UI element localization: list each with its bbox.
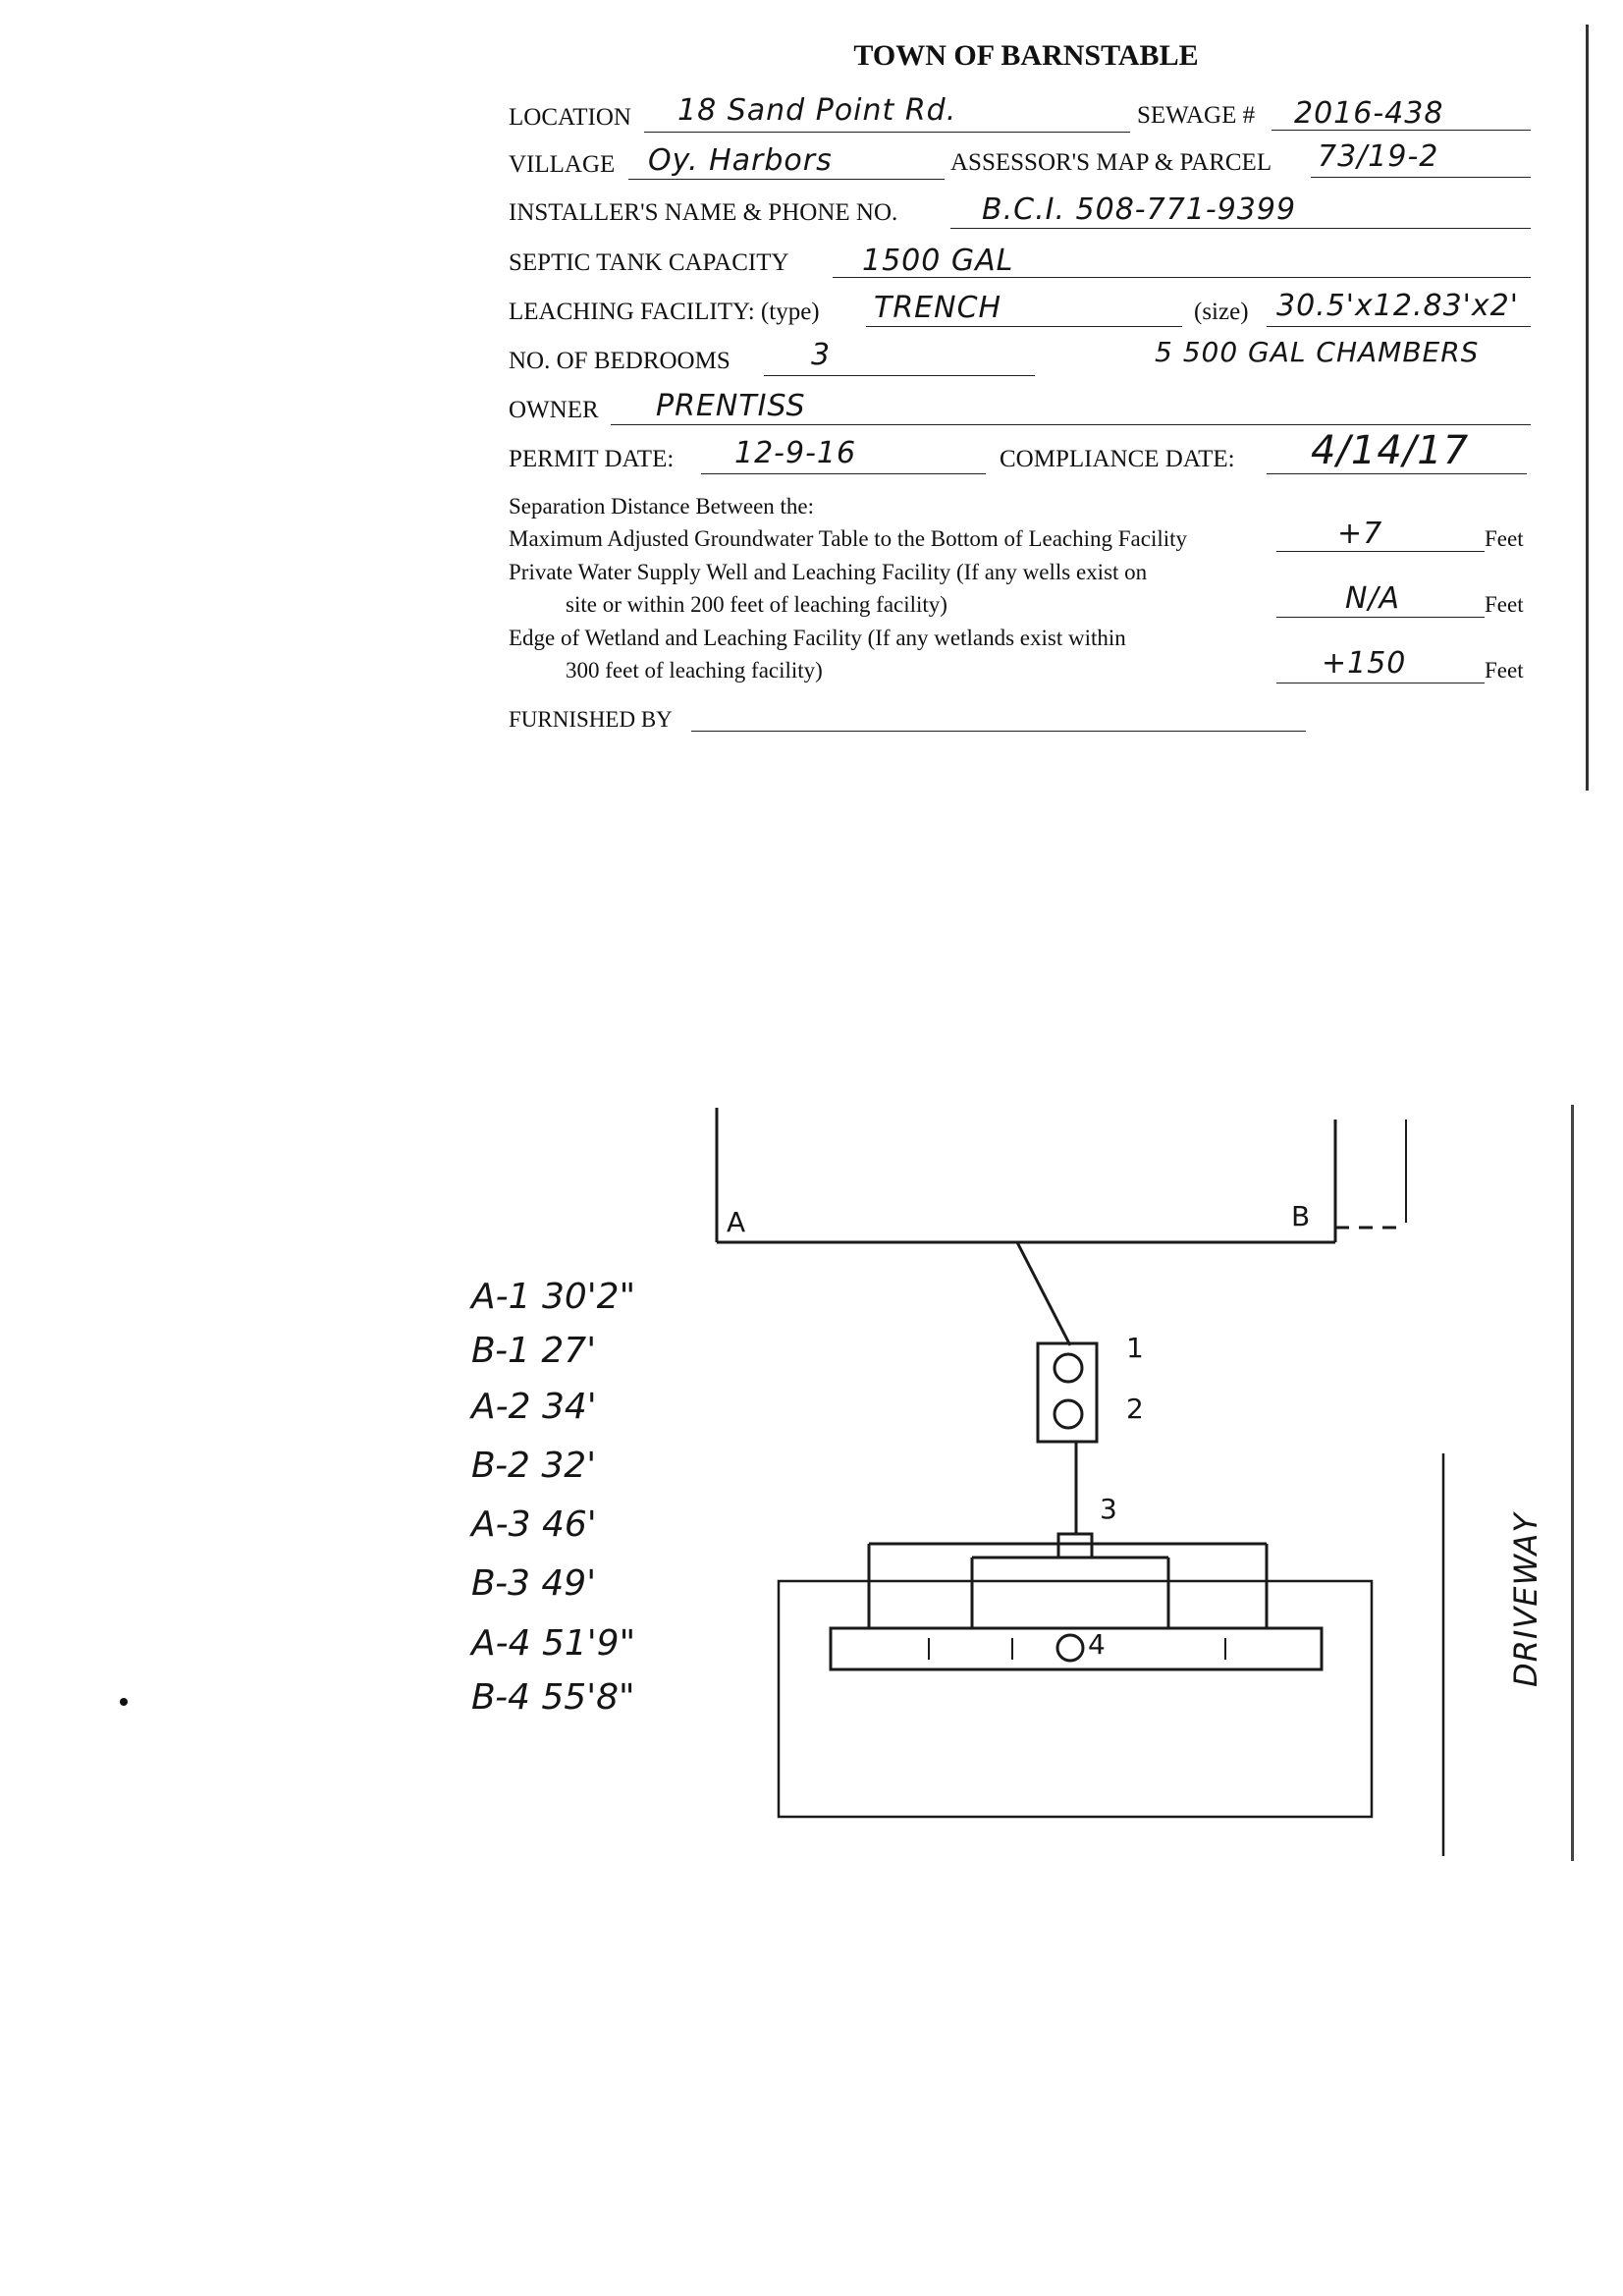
sep2-text-b: site or within 200 feet of leaching facility) — [566, 592, 947, 617]
form-title: TOWN OF BARNSTABLE — [853, 39, 1199, 72]
sep2-line — [1276, 617, 1485, 618]
sep1-line — [1276, 551, 1485, 552]
permit-line — [701, 473, 986, 474]
location-line — [644, 132, 1130, 133]
sep3-unit: Feet — [1485, 658, 1524, 683]
sep1-text: Maximum Adjusted Groundwater Table to the Bottom of Leaching Facility — [509, 526, 1188, 551]
leaching-label: LEACHING FACILITY: (type) — [509, 299, 820, 325]
measurement-a3: A-3 46' — [471, 1504, 597, 1545]
measurement-a4: A-4 51'9" — [471, 1623, 636, 1664]
leaching-value: TRENCH — [874, 291, 1002, 325]
sep1-unit: Feet — [1485, 526, 1524, 551]
point-a-label: A — [727, 1206, 746, 1238]
sketch-drawing — [0, 1080, 1623, 1866]
measurement-a2: A-2 34' — [471, 1387, 597, 1427]
measurement-b3: B-3 49' — [471, 1563, 597, 1604]
node-3-label: 3 — [1100, 1493, 1117, 1525]
bedrooms-line — [764, 375, 1035, 376]
installer-line — [950, 228, 1531, 229]
furnished-line — [691, 731, 1306, 732]
leaching-chambers — [831, 1628, 1322, 1669]
village-label: VILLAGE — [509, 151, 616, 178]
owner-line — [611, 424, 1531, 425]
measurement-b1: B-1 27' — [471, 1331, 597, 1371]
septic-value: 1500 GAL — [862, 244, 1014, 278]
separation-heading: Separation Distance Between the: — [509, 494, 815, 519]
bedrooms-label: NO. OF BEDROOMS — [509, 348, 730, 374]
leaching-line — [866, 326, 1182, 327]
measurement-b4: B-4 55'8" — [471, 1677, 635, 1718]
bedrooms-value: 3 — [811, 338, 832, 372]
compliance-label: COMPLIANCE DATE: — [1000, 446, 1235, 472]
node-1-label: 1 — [1126, 1332, 1144, 1364]
compliance-line — [1267, 473, 1527, 474]
sep3-text-a: Edge of Wetland and Leaching Facility (If any wetlands exist within — [509, 626, 1126, 650]
owner-value: PRENTISS — [656, 389, 806, 423]
sep2-unit: Feet — [1485, 592, 1524, 617]
sep3-text-b: 300 feet of leaching facility) — [566, 658, 823, 683]
map-parcel-line — [1311, 177, 1531, 178]
sep2-text-a: Private Water Supply Well and Leaching Facility (If any wells exist on — [509, 560, 1148, 584]
permit-value: 12-9-16 — [734, 436, 857, 470]
point-b-label: B — [1291, 1200, 1311, 1232]
tank-outlet-cover — [1055, 1400, 1082, 1428]
scan-edge-rule — [1586, 25, 1589, 791]
sep2-value: N/A — [1345, 581, 1401, 616]
village-line — [628, 179, 945, 180]
installer-value: B.C.I. 508-771-9399 — [982, 192, 1297, 227]
installer-label: INSTALLER'S NAME & PHONE NO. — [509, 199, 898, 226]
sewage-label: SEWAGE # — [1137, 102, 1256, 129]
compliance-value: 4/14/17 — [1311, 428, 1470, 473]
inspection-port-4 — [1057, 1635, 1083, 1661]
node-4-label: 4 — [1088, 1628, 1106, 1661]
site-sketch — [0, 1080, 1623, 1866]
tank-inlet-cover — [1055, 1354, 1082, 1382]
size-line — [1267, 326, 1531, 327]
septic-label: SEPTIC TANK CAPACITY — [509, 249, 789, 276]
chambers-note: 5 500 GAL CHAMBERS — [1155, 336, 1480, 368]
driveway-label: DRIVEWAY — [1506, 1512, 1544, 1687]
village-value: Oy. Harbors — [648, 143, 833, 178]
sep3-value: +150 — [1322, 646, 1407, 681]
measurement-b2: B-2 32' — [471, 1446, 597, 1486]
size-label: (size) — [1194, 299, 1249, 325]
location-label: LOCATION — [509, 104, 631, 131]
pipe-house-to-tank — [1017, 1242, 1070, 1345]
owner-label: OWNER — [509, 397, 599, 423]
measurement-a1: A-1 30'2" — [471, 1277, 636, 1317]
distribution-box — [1058, 1534, 1092, 1558]
permit-form — [0, 0, 1623, 805]
sep1-value: +7 — [1337, 517, 1383, 551]
location-value: 18 Sand Point Rd. — [677, 93, 957, 128]
furnished-label: FURNISHED BY — [509, 707, 673, 732]
permit-label: PERMIT DATE: — [509, 446, 675, 472]
size-value: 30.5'x12.83'x2' — [1276, 289, 1520, 323]
sewage-value: 2016-438 — [1294, 96, 1444, 131]
map-parcel-label: ASSESSOR'S MAP & PARCEL — [950, 149, 1272, 176]
map-parcel-value: 73/19-2 — [1318, 139, 1439, 174]
node-2-label: 2 — [1126, 1393, 1144, 1425]
